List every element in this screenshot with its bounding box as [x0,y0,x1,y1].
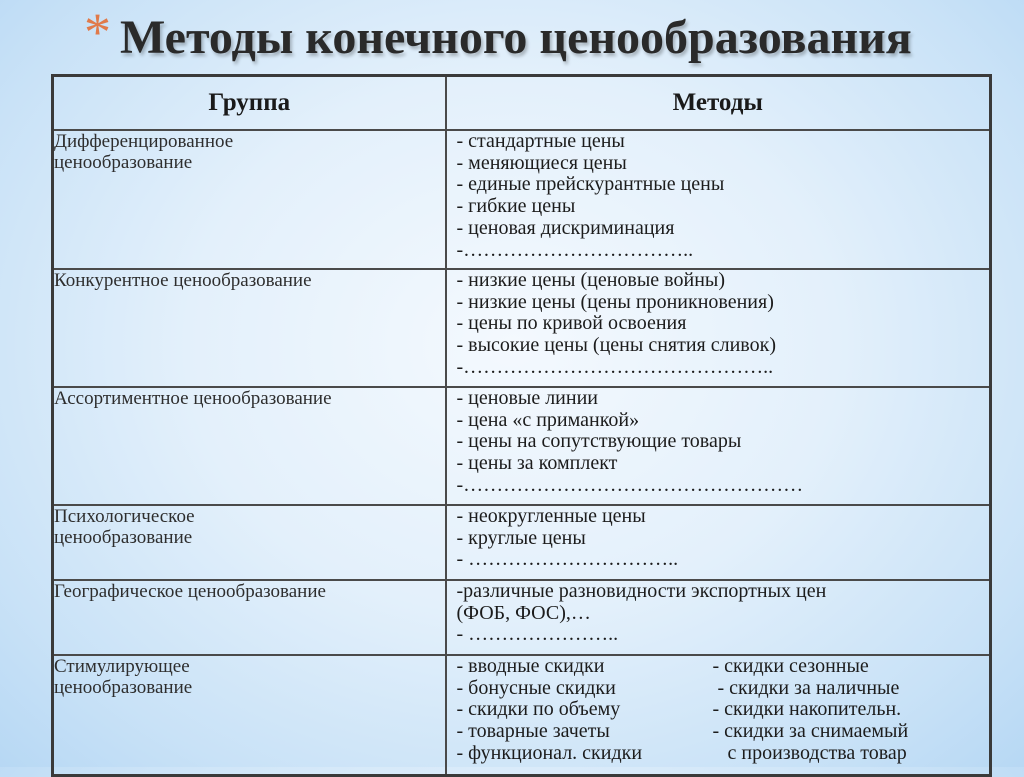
header-methods: Методы [446,76,991,131]
method-item: -различные разновидности экспортных цен [456,580,827,602]
method-item: - высокие цены (цены снятия сливок) [456,334,776,357]
group-cell [53,130,446,269]
methods-cell [446,580,991,655]
group-cell [53,655,446,775]
method-item: - стандартные цены [456,130,625,152]
pricing-methods-table [51,74,992,777]
table-row [53,130,991,269]
method-item: - круглые цены [456,526,586,549]
group-label: Психологическое ценообразование [54,506,195,548]
header-group: Группа [53,76,446,131]
table-header-row [53,76,991,131]
method-item: - цена «с приманкой» [456,408,640,431]
method-item: - цены по кривой освоения [456,312,687,335]
method-item: -…………………………………………… [456,473,804,496]
group-label: Дифференцированное ценообразование [54,131,234,173]
method-item: - вводные скидки [456,655,605,677]
methods-cell [446,387,991,505]
method-item: - скидки по объему [456,698,621,721]
group-cell [53,580,446,655]
table-row [53,269,991,387]
methods-cell [446,505,991,580]
method-item: - скидки за наличные [712,676,900,699]
method-item: - цены за комплект [456,452,618,475]
method-item: - ценовые линии [456,387,598,409]
method-item: - скидки за снимаемый [712,720,909,743]
method-item: с производства товар [712,741,907,764]
method-item: - единые прейскурантные цены [456,173,725,196]
method-item: - цены на сопутствующие товары [456,430,742,453]
methods-cell [446,130,991,269]
method-item: - ценовая дискриминация [456,216,675,239]
method-item: - меняющиеся цены [456,151,627,174]
method-item: - низкие цены (ценовые войны) [456,269,725,291]
method-item: - скидки сезонные [712,655,869,677]
table-row [53,580,991,655]
methods-cell [446,655,991,775]
method-item: - низкие цены (цены проникновения) [456,290,774,313]
group-label: Стимулирующее ценообразование [54,656,193,698]
method-item: - ………………………….. [456,548,679,571]
method-item: - функционал. скидки [456,741,643,764]
method-item: (ФОБ, ФОС),… [456,601,591,624]
method-item: - гибкие цены [456,195,576,218]
group-label: Ассортиментное ценообразование [54,388,332,409]
group-label: Географическое ценообразование [54,581,326,602]
method-item: - скидки накопительн. [712,698,902,721]
table-row [53,387,991,505]
table-row [53,505,991,580]
method-item: - бонусные скидки [456,676,616,699]
method-item: - ………………….. [456,623,619,646]
group-cell [53,505,446,580]
methods-cell [446,269,991,387]
title-bullet-icon: * [84,2,111,62]
group-cell [53,269,446,387]
method-item: - неокругленные цены [456,505,646,527]
method-item: -……………………………………….. [456,355,774,378]
table-row [53,655,991,775]
slide-title: Методы конечного ценообразования [120,11,912,64]
method-item: - товарные зачеты [456,720,610,743]
group-label: Конкурентное ценообразование [54,270,312,291]
method-item: -…………………………….. [456,238,694,261]
group-cell [53,387,446,505]
